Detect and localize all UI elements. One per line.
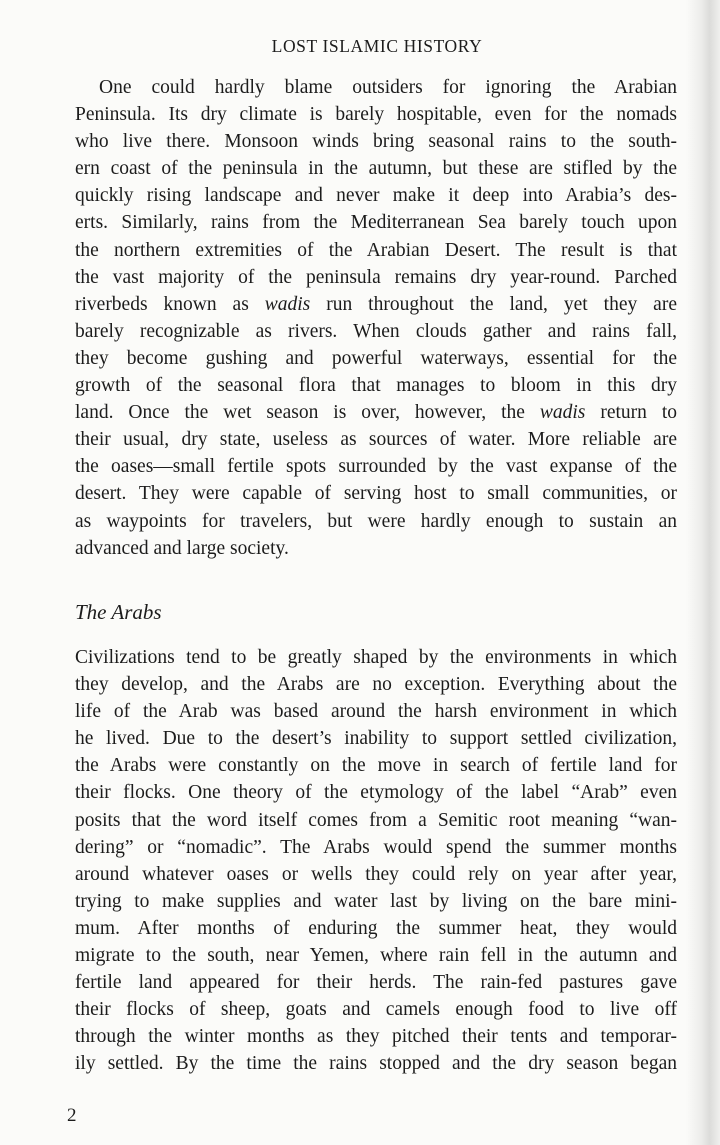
- text-line: desert. They were capable of serving host to small communities, or: [75, 483, 677, 505]
- text-line: the oases—small fertile spots surrounded by the vast expanse of the: [75, 456, 677, 478]
- text-line: trying to make supplies and water last by living on the bare mini-: [75, 890, 677, 912]
- text-line: their usual, dry state, useless as sources of water. More reliable are: [75, 429, 677, 451]
- text-line: as waypoints for travelers, but were hardly enough to sustain an: [75, 510, 677, 532]
- text-line: growth of the seasonal flora that manages to bloom in this dry: [75, 375, 677, 397]
- text-line: mum. After months of enduring the summer heat, they would: [75, 917, 677, 939]
- text-run: run throughout the land, yet they are: [310, 293, 677, 315]
- text-line: they develop, and the Arabs are no exception. Everything about the: [75, 674, 677, 696]
- text-line: Peninsula. Its dry climate is barely hospitable, even for the nomads: [75, 104, 677, 126]
- text-line: fertile land appeared for their herds. The rain-fed pastures gave: [75, 972, 677, 994]
- text-line: their flocks. One theory of the etymology of the label “Arab” even: [75, 782, 677, 804]
- text-line: posits that the word itself comes from a Semitic root meaning “wan-: [75, 809, 677, 831]
- text-line: One could hardly blame outsiders for ignoring the Arabian: [99, 77, 677, 98]
- text-line: their flocks of sheep, goats and camels enough food to live off: [75, 999, 677, 1021]
- text-line: the northern extremities of the Arabian Desert. The result is that: [75, 239, 677, 261]
- text-line: who live there. Monsoon winds bring seasonal rains to the south-: [75, 131, 677, 153]
- text-run: riverbeds known as: [75, 293, 265, 315]
- text-run: land. Once the wet season is over, however, the: [75, 402, 540, 424]
- text-line: erts. Similarly, rains from the Mediterranean Sea barely touch upon: [75, 212, 677, 234]
- text-line: migrate to the south, near Yemen, where rain fell in the autumn and: [75, 945, 677, 967]
- text-line: the Arabs were constantly on the move in search of fertile land for: [75, 755, 677, 777]
- section-heading: The Arabs: [75, 600, 162, 624]
- text-line: Civilizations tend to be greatly shaped by the environments in which: [75, 647, 677, 668]
- running-head: LOST ISLAMIC HISTORY: [271, 36, 483, 56]
- text-line: through the winter months as they pitched their tents and temporar-: [75, 1026, 677, 1048]
- text-run: return to: [585, 402, 677, 424]
- text-line: quickly rising landscape and never make it deep into Arabia’s des-: [75, 185, 677, 207]
- page-number: 2: [67, 1105, 77, 1126]
- paragraph-one: [75, 74, 677, 562]
- italic-term: wadis: [539, 402, 586, 424]
- text-line: ily settled. By the time the rains stopped and the dry season began: [75, 1053, 677, 1075]
- text-line: life of the Arab was based around the harsh environment in which: [75, 701, 677, 723]
- text-line: barely recognizable as rivers. When clouds gather and rains fall,: [75, 320, 677, 342]
- text-line: [75, 291, 677, 318]
- text-line: around whatever oases or wells they could rely on year after year,: [75, 863, 677, 885]
- italic-term: wadis: [264, 293, 311, 315]
- text-line: the vast majority of the peninsula remains dry year-round. Parched: [75, 266, 677, 288]
- page-edge-shadow: [686, 0, 720, 1145]
- paragraph-two: [75, 644, 677, 1078]
- text-line: they become gushing and powerful waterways, essential for the: [75, 347, 677, 369]
- text-line: he lived. Due to the desert’s inability to support settled civilization,: [75, 728, 677, 750]
- text-line: dering” or “nomadic”. The Arabs would spend the summer months: [75, 836, 677, 858]
- text-line: ern coast of the peninsula in the autumn, but these are stifled by the: [75, 158, 677, 180]
- text-line: [75, 399, 677, 426]
- text-line: advanced and large society.: [75, 537, 289, 559]
